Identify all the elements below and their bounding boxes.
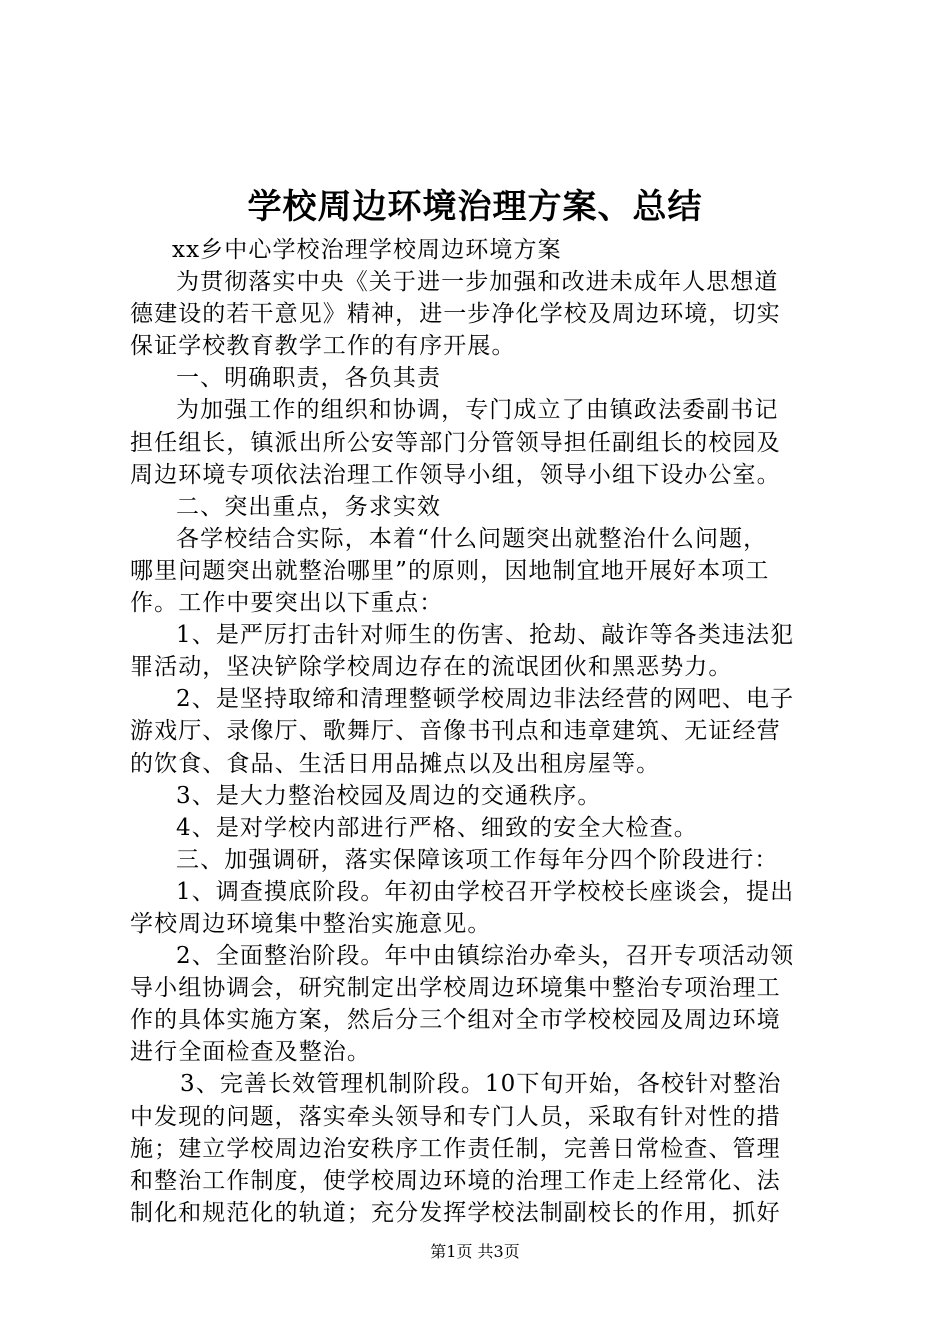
document-title: 学校周边环境治理方案、总结 [247, 187, 703, 227]
body-line: 的饮食、食品、生活日用品摊点以及出租房屋等。 [130, 750, 661, 777]
body-line: 3、是大力整治校园及周边的交通秩序。 [176, 782, 602, 809]
body-line: 一、明确职责，各负其责 [176, 365, 442, 392]
body-line: 进行全面检查及整治。 [130, 1039, 371, 1066]
body-line: 中发现的问题，落实牵头领导和专门人员，采取有针对性的措 [130, 1103, 781, 1130]
body-line: 作的具体实施方案，然后分三个组对全市学校校园及周边环境 [130, 1007, 781, 1034]
body-line: 1、调查摸底阶段。年初由学校召开学校校长座谈会，提出 [176, 878, 795, 905]
document-body [130, 234, 830, 1229]
body-line: 德建设的若干意见》精神，进一步净化学校及周边环境，切实 [130, 301, 781, 328]
page-footer: 第1页 共3页 [430, 1242, 520, 1261]
body-line: 游戏厅、录像厅、歌舞厅、音像书刊点和违章建筑、无证经营 [130, 718, 781, 745]
body-line: 作。工作中要突出以下重点： [130, 590, 444, 617]
body-line: 制化和规范化的轨道；充分发挥学校法制副校长的作用，抓好 [130, 1199, 781, 1226]
body-line: 为加强工作的组织和协调，专门成立了由镇政法委副书记 [176, 397, 779, 424]
body-line: 为贯彻落实中央《关于进一步加强和改进未成年人思想道 [176, 269, 779, 296]
body-line: 4、是对学校内部进行严格、细致的安全大检查。 [176, 814, 698, 841]
body-line: 1、是严厉打击针对师生的伤害、抢劫、敲诈等各类违法犯 [176, 622, 795, 649]
body-line: 导小组协调会，研究制定出学校周边环境集中整治专项治理工 [130, 975, 781, 1002]
body-line: 三、加强调研，落实保障该项工作每年分四个阶段进行： [176, 846, 779, 873]
body-line: 和整治工作制度，使学校周边环境的治理工作走上经常化、法 [130, 1167, 781, 1194]
body-line: 哪里问题突出就整治哪里”的原则，因地制宜地开展好本项工 [130, 557, 770, 584]
body-line: 2、是坚持取缔和清理整顿学校周边非法经营的网吧、电子 [176, 686, 795, 713]
body-line: 施；建立学校周边治安秩序工作责任制，完善日常检查、管理 [130, 1135, 781, 1162]
body-line: 保证学校教育教学工作的有序开展。 [130, 333, 516, 360]
body-line: 周边环境专项依法治理工作领导小组，领导小组下设办公室。 [130, 461, 781, 488]
body-line: xx乡中心学校治理学校周边环境方案 [172, 237, 562, 263]
body-line: 各学校结合实际，本着“什么问题突出就整治什么问题， [176, 525, 768, 552]
body-line: 罪活动，坚决铲除学校周边存在的流氓团伙和黑恶势力。 [130, 654, 733, 681]
body-line: 2、全面整治阶段。年中由镇综治办牵头，召开专项活动领 [176, 943, 795, 970]
body-line: 二、突出重点，务求实效 [176, 493, 442, 520]
body-line: 担任组长，镇派出所公安等部门分管领导担任副组长的校园及 [130, 429, 781, 456]
body-line: 学校周边环境集中整治实施意见。 [130, 910, 492, 937]
body-line: 3、完善长效管理机制阶段。10下旬开始，各校针对整治 [180, 1071, 782, 1098]
